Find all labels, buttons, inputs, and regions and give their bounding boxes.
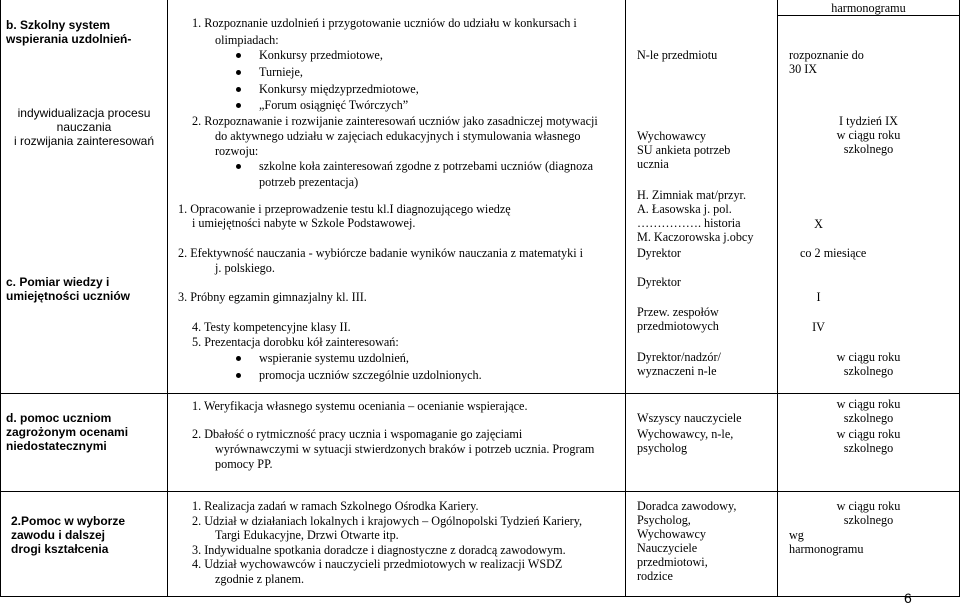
- responsible-c4: Przew. zespołów przedmiotowych: [637, 305, 719, 333]
- table-border-bottom: [0, 596, 960, 597]
- deadline-e-wg: wg harmonogramu: [789, 528, 864, 556]
- deadline-b2: I tydzień IX w ciągu roku szkolnego: [836, 114, 901, 156]
- deadline-b1: rozpoznanie do 30 IX: [789, 48, 864, 76]
- list-item: „Forum osiągnięć Twórczych”: [259, 98, 409, 112]
- page-number: 6: [904, 590, 912, 606]
- table-row-divider-3: [0, 491, 960, 492]
- list-item: Konkursy przedmiotowe,: [259, 48, 383, 62]
- section-c-title: c. Pomiar wiedzy i umiejętności uczniów: [6, 275, 131, 303]
- task-e2-cont: Targi Edukacyjne, Drzwi Otwarte itp.: [215, 528, 399, 542]
- task-b2: 2. Rozpoznawanie i rozwijanie zainteresowań uczniów jako zasadniczej motywacji: [192, 114, 598, 128]
- list-item: Turnieje,: [259, 65, 303, 79]
- responsible-e: Doradca zawodowy, Psycholog, Wychowawcy Nauczyciele przedmiotowi, rodzice: [637, 499, 737, 583]
- bullet-icon: [236, 164, 241, 169]
- table-col-divider-2: [625, 0, 626, 597]
- bullet-icon: [236, 373, 241, 378]
- table-col-divider-1: [167, 0, 168, 597]
- responsible-c5: Dyrektor/nadzór/ wyznaczeni n-le: [637, 350, 721, 378]
- task-b2-cont: do aktywnego udziału w zajęciach edukacyjnych i stymulowania własnego: [215, 129, 581, 143]
- task-c2: 2. Efektywność nauczania - wybiórcze badanie wyników nauczania z matematyki i: [178, 246, 584, 260]
- task-e1: 1. Realizacja zadań w ramach Szkolnego Ośrodka Kariery.: [192, 499, 479, 513]
- deadline-header: harmonogramu: [831, 1, 906, 15]
- task-c1-cont: i umiejętności nabyte w Szkole Podstawowej.: [192, 216, 416, 230]
- table-row-divider-2: [0, 393, 960, 394]
- list-item: promocja uczniów szczególnie uzdolnionych.: [259, 368, 482, 382]
- list-item: szkolne koła zainteresowań zgodne z potrzebami uczniów (diagnoza: [259, 159, 594, 173]
- list-item-cont: potrzeb prezentacja): [259, 175, 359, 189]
- deadline-c3: I: [816, 290, 821, 304]
- list-item: Konkursy międzyprzedmiotowe,: [259, 82, 419, 96]
- responsible-c2: Dyrektor: [637, 246, 681, 260]
- deadline-c2: co 2 miesiące: [800, 246, 867, 260]
- deadline-c1: X: [814, 217, 823, 231]
- table-row-divider-1: [777, 15, 960, 16]
- bullet-icon: [236, 87, 241, 92]
- responsible-d1: Wszyscy nauczyciele: [637, 411, 742, 425]
- task-c1: 1. Opracowanie i przeprowadzenie testu kl.I diagnozującego wiedzę: [178, 202, 511, 216]
- bullet-icon: [236, 70, 241, 75]
- task-e2: 2. Udział w działaniach lokalnych i krajowych – Ogólnopolski Tydzień Kariery,: [192, 514, 583, 528]
- task-b1-cont: olimpiadach:: [215, 33, 279, 47]
- section-b-title: b. Szkolny system wspierania uzdolnień-: [6, 18, 132, 46]
- task-d2-cont: wyrównawczymi w sytuacji stwierdzonych braków i potrzeb ucznia. Program: [215, 442, 595, 456]
- task-c3: 3. Próbny egzamin gimnazjalny kl. III.: [178, 290, 367, 304]
- task-c5: 5. Prezentacja dorobku kół zainteresowań:: [192, 335, 399, 349]
- task-e4: 4. Udział wychowawców i nauczycieli przedmiotowych w realizacji WSDZ: [192, 557, 563, 571]
- task-d2-cont: pomocy PP.: [215, 457, 273, 471]
- deadline-e: w ciągu roku szkolnego: [836, 499, 901, 527]
- task-c4: 4. Testy kompetencyjne klasy II.: [192, 320, 351, 334]
- task-c2-cont: j. polskiego.: [215, 261, 275, 275]
- deadline-c5: w ciągu roku szkolnego: [836, 350, 901, 378]
- section-e-title: 2.Pomoc w wyborze zawodu i dalszej drogi kształcenia: [11, 514, 126, 556]
- responsible-d2: Wychowawcy, n-le, psycholog: [637, 427, 734, 455]
- table-border-left: [0, 0, 1, 597]
- section-d-title: d. pomoc uczniom zagrożonym ocenami niedostatecznymi: [6, 411, 129, 453]
- bullet-icon: [236, 103, 241, 108]
- bullet-icon: [236, 356, 241, 361]
- task-e4-cont: zgodnie z planem.: [215, 572, 305, 586]
- responsible-b1: N-le przedmiotu: [637, 48, 718, 62]
- responsible-b2: Wychowawcy SU ankieta potrzeb ucznia: [637, 129, 731, 171]
- section-b-subtitle: indywidualizacja procesu nauczania i rozwijania zainteresowań: [13, 106, 155, 148]
- responsible-c3: Dyrektor: [637, 275, 681, 289]
- bullet-icon: [236, 53, 241, 58]
- task-b1: 1. Rozpoznanie uzdolnień i przygotowanie uczniów do udziału w konkursach i: [192, 16, 577, 30]
- deadline-c4: IV: [812, 320, 825, 334]
- task-b2-cont: rozwoju:: [215, 144, 259, 158]
- task-d2: 2. Dbałość o rytmiczność pracy ucznia i wspomaganie go zajęciami: [192, 427, 523, 441]
- deadline-d1: w ciągu roku szkolnego: [836, 397, 901, 425]
- task-d1: 1. Weryfikacja własnego systemu oceniania – ocenianie wspierające.: [192, 399, 528, 413]
- deadline-d2: w ciągu roku szkolnego: [836, 427, 901, 455]
- task-e3: 3. Indywidualne spotkania doradcze i diagnostyczne z doradcą zawodowym.: [192, 543, 566, 557]
- responsible-c1: H. Zimniak mat/przyr. A. Łasowska j. pol. ……………. historia M. Kaczorowska j.obcy: [637, 188, 754, 244]
- list-item: wspieranie systemu uzdolnień,: [259, 351, 409, 365]
